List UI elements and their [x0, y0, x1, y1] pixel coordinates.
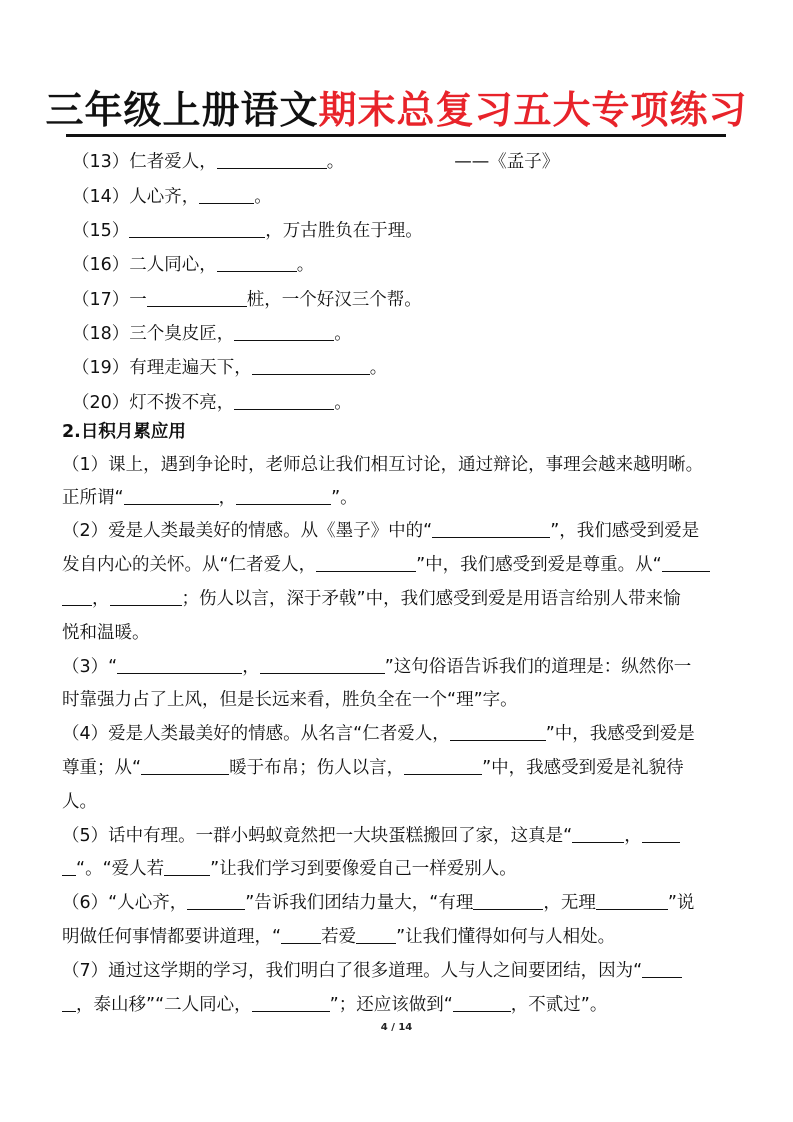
q2-line1: （2）爱是人类最美好的情感。从《墨子》中的“ ”，我们感受到爱是	[62, 521, 700, 541]
blank[interactable]	[316, 554, 416, 572]
blank[interactable]	[642, 825, 680, 843]
blank[interactable]	[129, 220, 265, 238]
blank[interactable]	[356, 926, 396, 944]
blank[interactable]	[450, 723, 546, 741]
blank[interactable]	[642, 960, 682, 978]
blank[interactable]	[187, 892, 245, 910]
q2-line2: 发自内心的关怀。从“仁者爱人， ”中，我们感受到爱是尊重。从“	[62, 553, 752, 577]
blank[interactable]	[217, 151, 327, 169]
blank[interactable]	[252, 994, 330, 1012]
page-number: 4 / 14	[380, 1022, 413, 1033]
blank[interactable]	[62, 994, 76, 1012]
blank[interactable]	[234, 323, 334, 341]
blank[interactable]	[473, 892, 543, 910]
blank[interactable]	[260, 656, 385, 674]
item-13: （13）仁者爱人， 。 ——《孟子》	[72, 152, 560, 172]
blank[interactable]	[117, 656, 242, 674]
q7-line2: ，泰山移”“二人同心， ”；还应该做到“ ，不贰过”。	[62, 993, 752, 1017]
blank[interactable]	[141, 757, 229, 775]
blank[interactable]	[217, 254, 297, 272]
blank[interactable]	[596, 892, 668, 910]
item-15: （15） ，万古胜负在于理。	[72, 221, 423, 241]
q6-line1: （6）“人心齐， ”告诉我们团结力量大，“有理 ，无理 ”说	[62, 893, 695, 913]
q3-line1: （3）“ ， ”这句俗语告诉我们的道理是：纵然你一	[62, 657, 692, 677]
q3-line2: 时靠强力占了上风，但是长远来看，胜负全在一个“理”字。	[62, 690, 518, 710]
blank[interactable]	[252, 357, 370, 375]
blank[interactable]	[281, 926, 321, 944]
title-black-part: 三年级上册语文	[45, 88, 319, 132]
item-20: （20）灯不拨不亮， 。	[72, 393, 352, 413]
item-17: （17）一 桩，一个好汉三个帮。	[72, 290, 422, 310]
title-red-part: 期末总复习五大专项练习	[318, 88, 748, 132]
q2-line4: 悦和温暖。	[62, 623, 150, 643]
q4-line2: 尊重；从“ 暖于布帛；伤人以言， ”中，我感受到爱是礼貌待	[62, 758, 684, 778]
item-18: （18）三个臭皮匠， 。	[72, 324, 352, 344]
q7-line1: （7）通过这学期的学习，我们明白了很多道理。人与人之间要团结，因为“	[62, 959, 752, 983]
page-title	[0, 84, 793, 136]
blank[interactable]	[432, 520, 550, 538]
blank[interactable]	[199, 186, 254, 204]
q5-line2: “。“爱人若 ”让我们学习到要像爱自己一样爱别人。	[62, 857, 752, 881]
q2-line3: ， ；伤人以言，深于矛戟”中，我们感受到爱是用语言给别人带来愉	[62, 587, 752, 611]
blank[interactable]	[164, 858, 210, 876]
section-heading: 2.日积月累应用	[62, 422, 186, 442]
blank[interactable]	[62, 858, 76, 876]
q1-line2: 正所谓“ ， ”。	[62, 488, 358, 508]
q1-line1: （1）课上，遇到争论时，老师总让我们相互讨论，通过辩论，事理会越来越明晰。	[62, 455, 704, 475]
q6-line2: 明做任何事情都要讲道理，“ 若爱 ”让我们懂得如何与人相处。	[62, 927, 616, 947]
blank[interactable]	[147, 289, 247, 307]
q5-line1: （5）话中有理。一群小蚂蚁竟然把一大块蛋糕搬回了家，这真是“ ，	[62, 824, 752, 848]
item-14: （14）人心齐， 。	[72, 187, 272, 207]
blank[interactable]	[236, 487, 331, 505]
item-19: （19）有理走遍天下， 。	[72, 358, 388, 378]
q4-line1: （4）爱是人类最美好的情感。从名言“仁者爱人， ”中，我感受到爱是	[62, 724, 695, 744]
blank[interactable]	[404, 757, 482, 775]
q4-line3: 人。	[62, 792, 97, 812]
title-underline	[66, 134, 726, 137]
source-citation: ——《孟子》	[454, 152, 560, 172]
blank[interactable]	[662, 554, 710, 572]
item-16: （16）二人同心， 。	[72, 255, 315, 275]
blank[interactable]	[234, 392, 334, 410]
blank[interactable]	[110, 588, 182, 606]
blank[interactable]	[62, 588, 92, 606]
blank[interactable]	[124, 487, 219, 505]
blank[interactable]	[572, 825, 624, 843]
blank[interactable]	[453, 994, 511, 1012]
